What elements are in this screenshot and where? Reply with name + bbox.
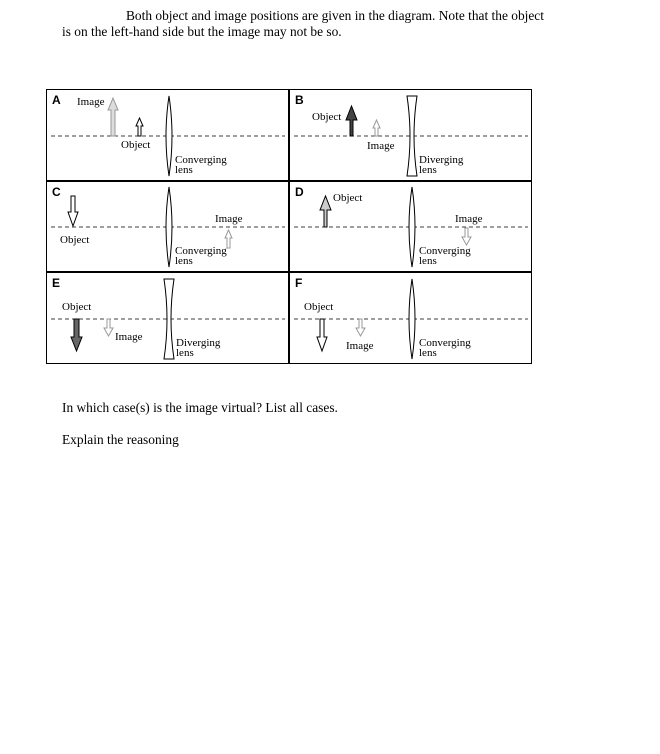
panel-letter: F bbox=[295, 276, 303, 290]
lens-type-label: Diverging bbox=[419, 154, 464, 166]
image-label: Image bbox=[215, 213, 243, 225]
object-label: Object bbox=[304, 301, 334, 313]
panel-letter: B bbox=[295, 93, 304, 107]
lens-type-label: Converging bbox=[175, 154, 227, 166]
object-arrow bbox=[136, 118, 143, 136]
image-arrow bbox=[462, 228, 471, 245]
lens-word-label: lens bbox=[419, 347, 437, 359]
panel-e-drawing bbox=[47, 273, 290, 365]
explain-prompt: Explain the reasoning bbox=[62, 432, 179, 447]
converging-lens bbox=[166, 187, 172, 267]
panel-b-drawing bbox=[290, 90, 533, 182]
intro-line-2: is on the left-hand side but the image may not be so. bbox=[62, 24, 342, 39]
panel-letter: C bbox=[52, 185, 61, 199]
panel-c bbox=[46, 181, 289, 272]
lens-word-label: lens bbox=[419, 255, 437, 267]
object-arrow bbox=[71, 319, 82, 351]
image-arrow bbox=[373, 120, 380, 136]
converging-lens bbox=[166, 96, 172, 176]
object-arrow bbox=[346, 106, 357, 136]
object-arrow bbox=[320, 196, 331, 227]
lens-word-label: lens bbox=[175, 164, 193, 176]
object-arrow bbox=[68, 196, 78, 226]
converging-lens bbox=[409, 187, 415, 267]
panel-letter: D bbox=[295, 185, 304, 199]
panel-d bbox=[289, 181, 532, 272]
panel-f-drawing bbox=[290, 273, 533, 365]
intro-line-1: Both object and image positions are given in the diagram. Note that the object bbox=[126, 8, 544, 23]
image-label: Image bbox=[77, 96, 105, 108]
image-arrow bbox=[104, 319, 113, 336]
image-label: Image bbox=[346, 340, 374, 352]
image-arrow bbox=[108, 98, 118, 136]
object-label: Object bbox=[62, 301, 92, 313]
lens-word-label: lens bbox=[176, 347, 194, 359]
panel-d-drawing bbox=[290, 182, 533, 273]
lens-type-label: Converging bbox=[419, 337, 471, 349]
lens-word-label: lens bbox=[419, 164, 437, 176]
intro-paragraph bbox=[62, 8, 562, 40]
object-arrow bbox=[317, 319, 327, 351]
lens-word-label: lens bbox=[175, 255, 193, 267]
image-label: Image bbox=[115, 331, 143, 343]
panel-e bbox=[46, 272, 289, 364]
image-arrow bbox=[356, 319, 365, 336]
object-label: Object bbox=[121, 139, 151, 151]
lens-type-label: Converging bbox=[175, 245, 227, 257]
panel-letter: E bbox=[52, 276, 61, 290]
question-text: In which case(s) is the image virtual? List all cases. bbox=[62, 400, 338, 415]
lens-diagram-grid bbox=[46, 89, 532, 364]
object-label: Object bbox=[60, 234, 90, 246]
converging-lens bbox=[409, 279, 415, 359]
panel-a bbox=[46, 89, 289, 181]
image-label: Image bbox=[367, 140, 395, 152]
object-label: Object bbox=[333, 192, 363, 204]
image-label: Image bbox=[455, 213, 483, 225]
panel-letter: A bbox=[52, 93, 61, 107]
panel-c-drawing bbox=[47, 182, 290, 273]
panel-f bbox=[289, 272, 532, 364]
lens-type-label: Converging bbox=[419, 245, 471, 257]
object-label: Object bbox=[312, 111, 342, 123]
panel-b bbox=[289, 89, 532, 181]
lens-type-label: Diverging bbox=[176, 337, 221, 349]
